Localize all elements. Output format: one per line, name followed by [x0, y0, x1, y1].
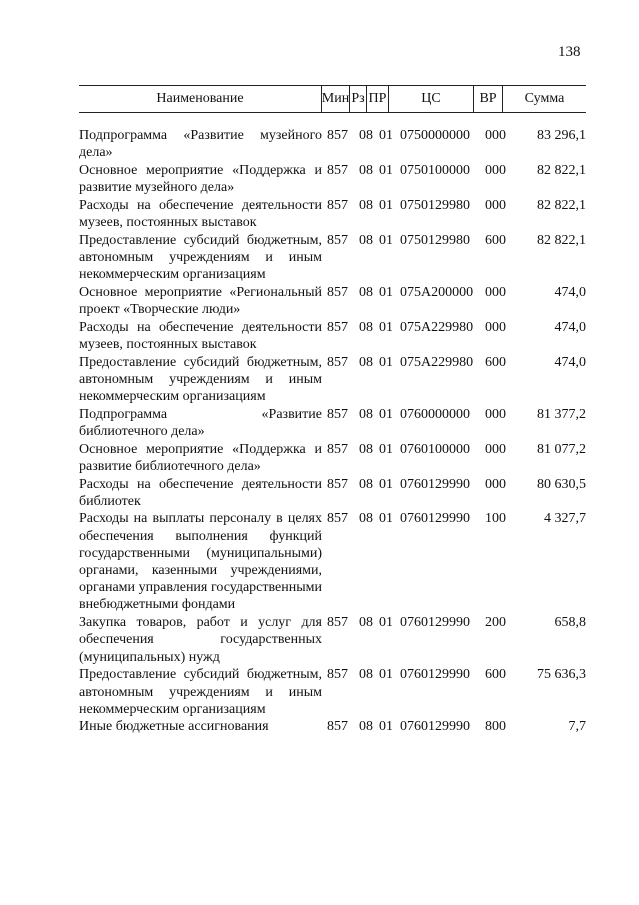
row-name: Подпрограмма «Развитие музейного дела»	[79, 128, 322, 161]
row-section: 08	[359, 441, 373, 457]
row-section: 08	[359, 406, 373, 422]
row-subsection: 01	[379, 511, 393, 527]
row-ministry: 857	[327, 284, 348, 300]
row-amount: 474,0	[554, 354, 586, 370]
row-expense-type: 000	[485, 128, 506, 143]
row-subsection: 01	[379, 615, 393, 631]
row-ministry: 857	[327, 232, 348, 248]
row-name: Закупка товаров, работ и услуг для обеспечения государственных (муниципальных) нужд	[79, 615, 322, 665]
table-row	[79, 284, 589, 318]
row-amount: 474,0	[554, 284, 586, 300]
row-amount: 82 822,1	[537, 232, 586, 248]
row-expense-type: 000	[485, 284, 506, 300]
row-amount: 82 822,1	[537, 197, 586, 213]
row-section: 08	[359, 162, 373, 178]
row-expense-type: 000	[485, 197, 506, 213]
header-expense-type: ВР	[474, 86, 503, 112]
row-subsection: 01	[379, 197, 393, 213]
row-target-article: 0760129990	[400, 476, 470, 492]
row-expense-type: 600	[485, 667, 506, 683]
row-subsection: 01	[379, 476, 393, 492]
row-ministry: 857	[327, 667, 348, 683]
row-target-article: 0760129990	[400, 667, 470, 683]
row-target-article: 0750129980	[400, 197, 470, 213]
row-subsection: 01	[379, 441, 393, 457]
table-row	[79, 354, 589, 406]
row-amount: 474,0	[554, 319, 586, 335]
row-amount: 7,7	[568, 719, 586, 735]
row-ministry: 857	[327, 128, 348, 143]
row-subsection: 01	[379, 232, 393, 248]
row-subsection: 01	[379, 354, 393, 370]
row-section: 08	[359, 354, 373, 370]
header-ministry: Мин	[322, 86, 350, 112]
row-ministry: 857	[327, 615, 348, 631]
row-section: 08	[359, 476, 373, 492]
row-section: 08	[359, 128, 373, 143]
row-ministry: 857	[327, 162, 348, 178]
row-expense-type: 200	[485, 615, 506, 631]
table-row	[79, 406, 589, 440]
row-subsection: 01	[379, 162, 393, 178]
table-row	[79, 441, 589, 475]
row-ministry: 857	[327, 319, 348, 335]
row-expense-type: 600	[485, 354, 506, 370]
row-amount: 81 077,2	[537, 441, 586, 457]
row-subsection: 01	[379, 128, 393, 143]
row-target-article: 0760129990	[400, 615, 470, 631]
row-target-article: 075A200000	[400, 284, 474, 300]
table-row	[79, 197, 589, 231]
row-section: 08	[359, 319, 373, 335]
row-section: 08	[359, 284, 373, 300]
row-name: Предоставление субсидий бюджетным, автономным учреждениям и иным некоммерческим организациям	[79, 232, 322, 283]
row-amount: 80 630,5	[537, 476, 586, 492]
row-ministry: 857	[327, 406, 348, 422]
row-name: Основное мероприятие «Поддержка и развитие музейного дела»	[79, 162, 322, 196]
row-section: 08	[359, 511, 373, 527]
row-expense-type: 000	[485, 406, 506, 422]
table-body	[79, 127, 589, 736]
row-section: 08	[359, 197, 373, 213]
row-expense-type: 000	[485, 319, 506, 335]
row-section: 08	[359, 719, 373, 735]
row-amount: 4 327,7	[544, 511, 586, 527]
header-section: Рз	[350, 86, 367, 112]
row-ministry: 857	[327, 354, 348, 370]
row-name: Основное мероприятие «Региональный проект «Творческие люди»	[79, 284, 322, 318]
row-expense-type: 100	[485, 511, 506, 527]
row-name: Расходы на обеспечение деятельности библиотек	[79, 476, 322, 509]
row-target-article: 075A229980	[400, 319, 474, 335]
table-row	[79, 666, 589, 718]
row-subsection: 01	[379, 667, 393, 683]
row-ministry: 857	[327, 441, 348, 457]
row-name: Иные бюджетные ассигнования	[79, 719, 269, 735]
row-target-article: 0760129990	[400, 719, 470, 735]
row-expense-type: 000	[485, 162, 506, 178]
row-section: 08	[359, 615, 373, 631]
table-row	[79, 127, 589, 161]
table-row	[79, 476, 589, 510]
header-name: Наименование	[79, 86, 322, 112]
row-name: Расходы на выплаты персоналу в целях обеспечения выполнения функций государственными (муниципальными) органами, казенными учреждениями, органами управления государственными внебюджетными фондами	[79, 511, 322, 613]
row-expense-type: 800	[485, 719, 506, 735]
row-subsection: 01	[379, 284, 393, 300]
row-expense-type: 000	[485, 441, 506, 457]
table-row	[79, 614, 589, 666]
row-name: Основное мероприятие «Поддержка и развитие библиотечного дела»	[79, 441, 322, 474]
row-ministry: 857	[327, 476, 348, 492]
row-target-article: 0750100000	[400, 162, 470, 178]
table-header	[79, 85, 586, 113]
row-amount: 81 377,2	[537, 406, 586, 422]
table-row	[79, 510, 589, 613]
row-amount: 82 822,1	[537, 162, 586, 178]
row-name: Предоставление субсидий бюджетным, автономным учреждениям и иным некоммерческим организациям	[79, 667, 322, 717]
row-section: 08	[359, 667, 373, 683]
row-expense-type: 000	[485, 476, 506, 492]
row-name: Подпрограмма «Развитие библиотечного дела»	[79, 406, 322, 439]
row-ministry: 857	[327, 197, 348, 213]
row-target-article: 0760000000	[400, 406, 470, 422]
row-name: Расходы на обеспечение деятельности музеев, постоянных выставок	[79, 319, 322, 352]
row-section: 08	[359, 232, 373, 248]
row-amount: 658,8	[554, 615, 586, 631]
row-target-article: 0760100000	[400, 441, 470, 457]
row-target-article: 0750000000	[400, 128, 470, 143]
table-row	[79, 319, 589, 353]
page-number: 138	[558, 44, 581, 60]
row-name: Предоставление субсидий бюджетным, автономным учреждениям и иным некоммерческим организациям	[79, 354, 322, 405]
row-target-article: 0750129980	[400, 232, 470, 248]
header-amount: Сумма	[524, 91, 565, 106]
row-subsection: 01	[379, 406, 393, 422]
row-amount: 83 296,1	[537, 128, 586, 143]
row-target-article: 075A229980	[400, 354, 474, 370]
row-amount: 75 636,3	[537, 667, 586, 683]
row-ministry: 857	[327, 719, 348, 735]
header-subsection: ПР	[367, 86, 389, 112]
row-ministry: 857	[327, 511, 348, 527]
table-row	[79, 162, 589, 196]
row-expense-type: 600	[485, 232, 506, 248]
row-name: Расходы на обеспечение деятельности музеев, постоянных выставок	[79, 197, 322, 231]
row-subsection: 01	[379, 319, 393, 335]
row-target-article: 0760129990	[400, 511, 470, 527]
table-row	[79, 232, 589, 284]
table-row	[79, 718, 589, 735]
header-target-article: ЦС	[389, 86, 474, 112]
row-subsection: 01	[379, 719, 393, 735]
